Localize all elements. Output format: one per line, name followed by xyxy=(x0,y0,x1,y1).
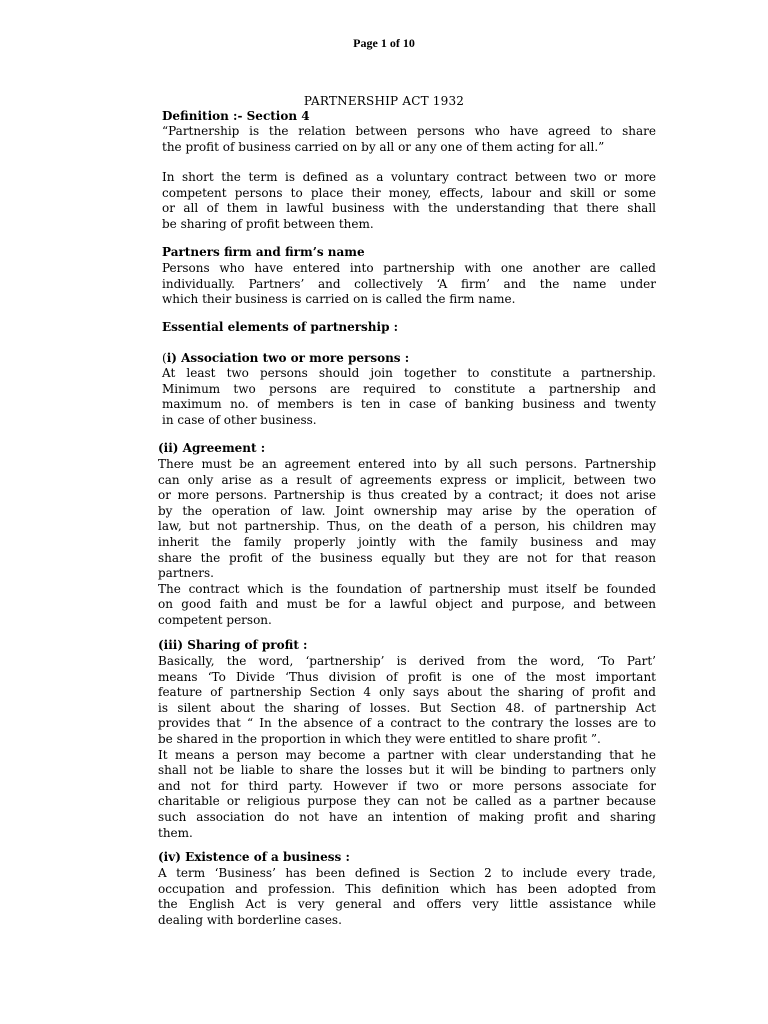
text-line: inherit the family properly jointly with the family business and may xyxy=(158,534,656,549)
firm-text xyxy=(162,261,656,308)
text-line: occupation and profession. This definition which has been adopted from xyxy=(158,881,656,896)
association-paren: ( xyxy=(162,351,167,365)
text-line: by the operation of law. Joint ownership may arise by the operation of xyxy=(158,503,656,518)
text-line: is silent about the sharing of losses. But Section 48. of partnership Act xyxy=(158,700,656,715)
text-line: law, but not partnership. Thus, on the death of a person, his children may xyxy=(158,519,656,534)
document-title: PARTNERSHIP ACT 1932 xyxy=(303,94,465,108)
text-line: “Partnership is the relation between persons who have agreed to share xyxy=(162,124,656,138)
text-line: In short the term is defined as a voluntary contract between two or more xyxy=(162,170,656,184)
text-line: competent person. xyxy=(158,612,272,627)
text-line: maximum no. of members is ten in case of banking business and twenty xyxy=(162,397,656,412)
text-line: At least two persons should join together to constitute a partnership. xyxy=(162,366,656,380)
text-line: the profit of business carried on by all or any one of them acting for all.” xyxy=(162,139,605,154)
firm-heading: Partners firm and firm’s name xyxy=(162,245,365,259)
text-line: It means a person may become a partner with clear understanding that he xyxy=(158,747,656,762)
text-line: on good faith and must be for a lawful object and purpose, and between xyxy=(158,597,656,612)
sharing-text xyxy=(158,654,656,841)
text-line: dealing with borderline cases. xyxy=(158,912,342,927)
text-line: be shared in the proportion in which they were entitled to share profit ”. xyxy=(158,731,601,746)
text-line: The contract which is the foundation of partnership must itself be founded xyxy=(158,581,656,596)
business-text xyxy=(158,866,656,928)
text-line: share the profit of the business equally but they are not for that reason xyxy=(158,550,656,565)
text-line: or more persons. Partnership is thus created by a contract; it does not arise xyxy=(158,488,656,503)
text-line: competent persons to place their money, effects, labour and skill or some xyxy=(162,185,656,200)
definition-heading: Definition :- Section 4 xyxy=(162,109,310,123)
agreement-heading: (ii) Agreement : xyxy=(158,441,266,455)
text-line: Persons who have entered into partnership with one another are called xyxy=(162,261,656,275)
sharing-heading: (iii) Sharing of profit : xyxy=(158,638,308,652)
text-line: and not for third party. However if two or more persons associate for xyxy=(158,778,656,793)
elements-heading: Essential elements of partnership : xyxy=(162,320,399,334)
definition-quote xyxy=(162,124,656,155)
text-line: the English Act is very general and offers very little assistance while xyxy=(158,897,656,912)
text-line: provides that “ In the absence of a contract to the contrary the losses are to xyxy=(158,716,656,731)
text-line: such association do not have an intention of making profit and sharing xyxy=(158,809,656,824)
text-line: There must be an agreement entered into by all such persons. Partnership xyxy=(158,457,656,471)
text-line: means ‘To Divide ‘Thus division of profit is one of the most important xyxy=(158,669,656,684)
association-heading xyxy=(162,351,409,365)
text-line: feature of partnership Section 4 only says about the sharing of profit and xyxy=(158,685,656,700)
text-line: Minimum two persons are required to constitute a partnership and xyxy=(162,381,656,396)
text-line: shall not be liable to share the losses but it will be binding to partners only xyxy=(158,763,656,778)
text-line: them. xyxy=(158,825,193,840)
agreement-text xyxy=(158,457,656,629)
text-line: Basically, the word, ‘partnership’ is derived from the word, ‘To Part’ xyxy=(158,654,656,668)
text-line: A term ‘Business’ has been defined is Section 2 to include every trade, xyxy=(158,866,656,880)
text-line: individually. Partners’ and collectively ‘A firm’ and the name under xyxy=(162,276,656,291)
text-line: or all of them in lawful business with the understanding that there shall xyxy=(162,201,656,216)
text-line: can only arise as a result of agreements express or implicit, between two xyxy=(158,472,656,487)
text-line: in case of other business. xyxy=(162,412,317,427)
text-line: charitable or religious purpose they can not be called as a partner because xyxy=(158,794,656,809)
association-text xyxy=(162,366,656,428)
text-line: which their business is carried on is called the firm name. xyxy=(162,292,516,307)
association-heading-text: i) Association two or more persons : xyxy=(166,351,410,365)
text-line: partners. xyxy=(158,566,214,581)
text-line: be sharing of profit between them. xyxy=(162,216,374,231)
page-number: Page 1 of 10 xyxy=(353,36,415,50)
definition-summary xyxy=(162,170,656,232)
business-heading: (iv) Existence of a business : xyxy=(158,850,350,864)
